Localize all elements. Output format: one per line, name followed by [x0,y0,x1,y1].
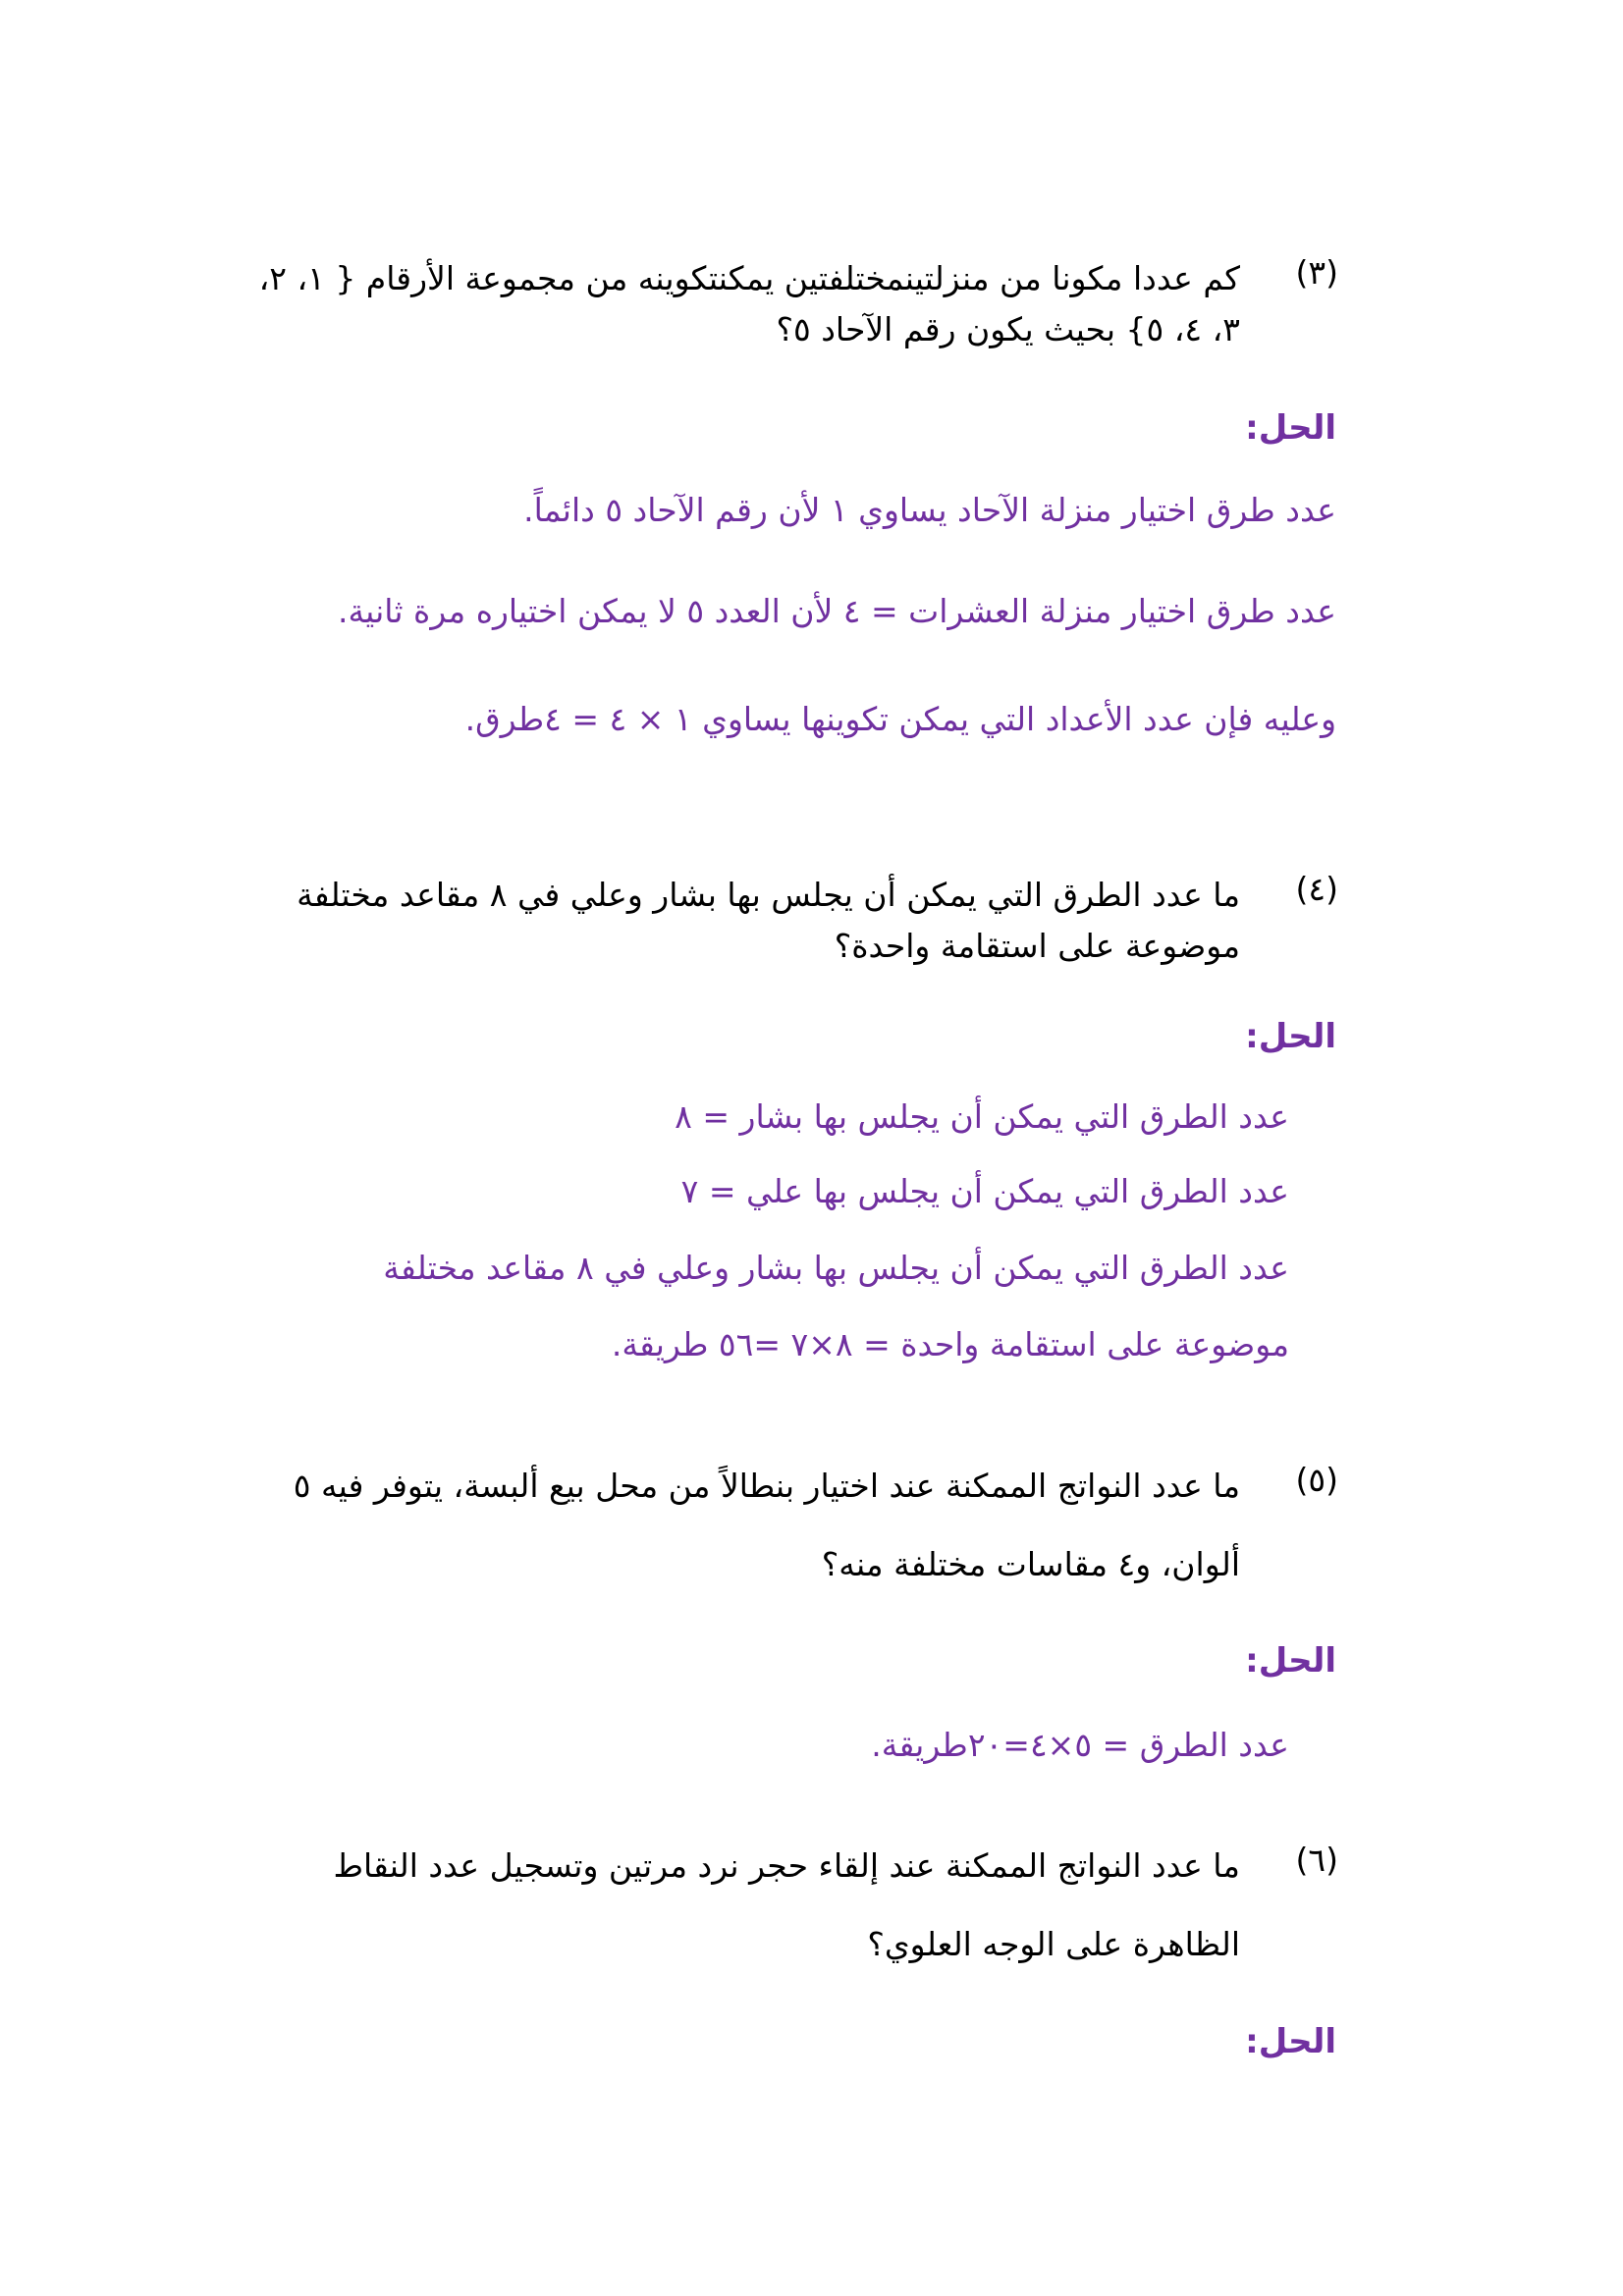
solution-line: عدد الطرق = ٥×٤=٢٠طريقة. [871,1726,1289,1764]
question-text: ما عدد النواتج الممكنة عند اختيار بنطالاً من محل بيع ألبسة، يتوفر فيه ٥ ألوان، و٤ مقاسات مختلفة منه؟ [293,1467,1240,1583]
solution-line: عدد طرق اختيار منزلة العشرات = ٤ لأن العدد ٥ لا يمكن اختياره مرة ثانية. [337,592,1336,630]
question-number: (٦) [1295,1841,1338,1879]
solution-line: عدد الطرق التي يمكن أن يجلس بها بشار = ٨ [675,1097,1289,1136]
solution-label: الحل: [1245,1017,1336,1056]
question-5 [239,1461,1338,1604]
question-4 [239,870,1338,972]
solution-label: الحل: [1245,408,1336,448]
solution-line: موضوعة على استقامة واحدة = ٨×٧ =٥٦ طريقة. [611,1325,1289,1363]
solution-line: عدد الطرق التي يمكن أن يجلس بها بشار وعلي في ٨ مقاعد مختلفة [383,1249,1289,1287]
question-number: (٣) [1295,253,1338,292]
question-text: كم عددا مكونا من منزلتينمختلفتين يمكنتكوينه من مجموعة الأرقام { ١، ٢، ٣، ٤، ٥} بحيث يكون رقم الآحاد ٥؟ [258,259,1240,348]
solution-label: الحل: [1245,2022,1336,2061]
question-3 [239,253,1338,355]
solution-line: عدد الطرق التي يمكن أن يجلس بها علي = ٧ [680,1172,1289,1210]
solution-line: عدد طرق اختيار منزلة الآحاد يساوي ١ لأن رقم الآحاد ٥ دائماً. [523,491,1336,529]
question-text: ما عدد الطرق التي يمكن أن يجلس بها بشار وعلي في ٨ مقاعد مختلفة موضوعة على استقامة واحدة؟ [297,876,1240,965]
question-number: (٥) [1295,1461,1338,1499]
question-number: (٤) [1295,870,1338,908]
question-6 [239,1841,1338,1984]
question-text: ما عدد النواتج الممكنة عند إلقاء حجر نرد مرتين وتسجيل عدد النقاط الظاهرة على الوجه العلوي؟ [333,1846,1240,1963]
solution-line: وعليه فإن عدد الأعداد التي يمكن تكوينها يساوي ١ × ٤ = ٤طرق. [464,700,1336,738]
solution-label: الحل: [1245,1641,1336,1681]
